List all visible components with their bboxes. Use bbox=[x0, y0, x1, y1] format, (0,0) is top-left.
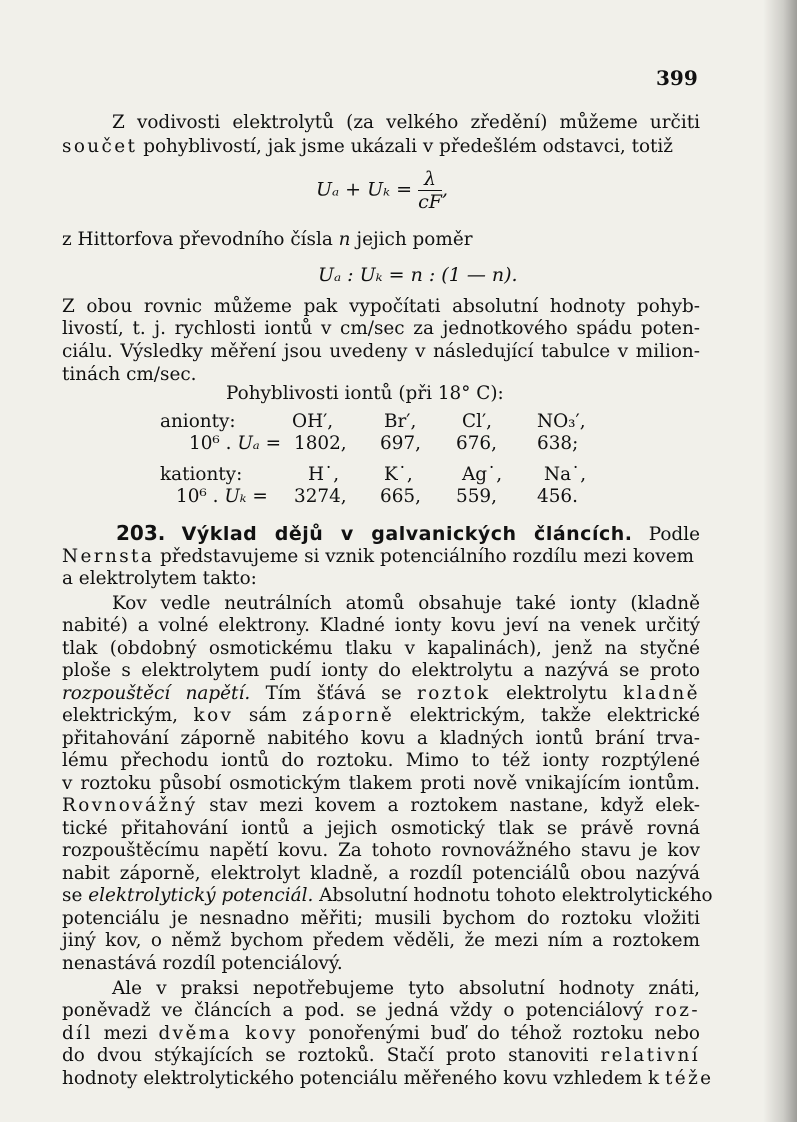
spaced-word: kov bbox=[193, 705, 234, 726]
table-value: 3274, bbox=[294, 486, 347, 507]
text-span: Tím šťává se bbox=[265, 683, 402, 704]
table-mobility-label bbox=[189, 433, 281, 454]
text-line bbox=[62, 229, 473, 251]
text-line: Ale v praksi nepotřebujeme tyto absolutní hodnoty znáti, bbox=[112, 978, 700, 999]
table-value: 559, bbox=[456, 486, 497, 507]
text-line bbox=[62, 1045, 700, 1067]
spaced-word: Nernsta bbox=[62, 546, 155, 567]
formula-punctuation: , bbox=[441, 178, 448, 201]
table-label-cations: kationty: bbox=[160, 464, 243, 485]
text-line: rozpouštěcímu napětí kovu. Za tohoto rovnovážného stavu je kov bbox=[62, 840, 700, 861]
text-line: jiný kov, o němž bychom předem věděli, že mezi ním a roztokem bbox=[62, 930, 700, 951]
table-value: 665, bbox=[380, 486, 421, 507]
section-heading-line bbox=[116, 522, 700, 546]
table-value: 456. bbox=[537, 486, 578, 507]
text-span: se bbox=[62, 885, 83, 906]
spaced-word: záporně bbox=[302, 705, 395, 726]
spaced-word: díl bbox=[62, 1023, 93, 1044]
text-line bbox=[62, 885, 713, 907]
text-span: sám bbox=[248, 705, 287, 726]
text-line: a elektrolytem takto: bbox=[62, 568, 257, 589]
formula-ratio: Uₐ : Uₖ = n : (1 — n). bbox=[318, 264, 518, 286]
text-line: přitahování záporně nabitého kovu a kladných iontů brání trva- bbox=[62, 728, 700, 749]
text-line: nabité) a volné elektrony. Kladné ionty kovu jeví na venek určitý bbox=[62, 615, 700, 636]
text-span: Podle bbox=[648, 524, 700, 545]
table-ion: H˙, bbox=[308, 464, 340, 485]
text-line: potenciálu je nesnadno měřiti; musili bychom do roztoku vložiti bbox=[62, 908, 700, 929]
text-line: v roztoku působí osmotickým tlakem proti nově vnikajícím iontům. bbox=[62, 773, 700, 794]
text-line: Z vodivosti elektrolytů (za velkého zředění) můžeme určiti bbox=[112, 112, 700, 133]
text-line: livostí, t. j. rychlosti iontů v cm/sec za jednotkového spádu poten- bbox=[62, 318, 700, 339]
text-line: tické přitahování iontů a jejich osmotický tlak se právě rovná bbox=[62, 818, 700, 839]
text-span: do dvou stýkajících se roztoků. Stačí proto stanoviti bbox=[62, 1045, 589, 1066]
text-line bbox=[62, 795, 700, 817]
spaced-word: součet bbox=[62, 136, 138, 157]
section-number: 203. bbox=[116, 521, 166, 545]
text-line: Kov vedle neutrálních atomů obsahuje také ionty (kladně bbox=[112, 593, 700, 614]
text-line bbox=[62, 136, 700, 158]
section-title: Výklad dějů v galvanických článcích. bbox=[181, 523, 633, 545]
table-value: 1802, bbox=[294, 433, 347, 454]
text-span: 10⁶ . bbox=[189, 433, 238, 454]
text-span: 10⁶ . bbox=[176, 486, 225, 507]
text-span: = bbox=[259, 433, 281, 454]
formula-sum bbox=[316, 168, 448, 213]
page-number: 399 bbox=[656, 66, 698, 90]
text-line: ploše s elektrolytem pudí ionty do elektrolytu a nazývá se proto bbox=[62, 660, 700, 681]
text-span: jejich poměr bbox=[350, 229, 473, 250]
text-line: Z obou rovnic můžeme pak vypočítati absolutní hodnoty pohyb- bbox=[62, 296, 700, 317]
text-span: představujeme si vznik potenciálního rozdílu mezi kovem bbox=[160, 546, 694, 567]
text-line: lému přechodu iontů do roztoku. Mimo to též ionty rozptýlené bbox=[62, 750, 700, 771]
text-span: mezi bbox=[103, 1023, 148, 1044]
table-ion: Cl′, bbox=[462, 411, 492, 432]
table-ion: Na˙, bbox=[544, 464, 587, 485]
text-span: elektrickým, bbox=[62, 705, 178, 726]
spaced-word: relativní bbox=[600, 1045, 700, 1066]
italic-term: elektrolytický potenciál. bbox=[88, 885, 314, 906]
italic-term: rozpouštěcí napětí. bbox=[62, 683, 251, 704]
table-title: Pohyblivosti iontů (při 18° C): bbox=[226, 383, 504, 404]
page-edge-shadow bbox=[763, 0, 797, 1122]
text-span: elektrickým, takže elektrické bbox=[409, 705, 700, 726]
text-span: stav mezi kovem a roztokem nastane, když elek- bbox=[209, 795, 700, 816]
text-line: ciálu. Výsledky měření jsou uvedeny v následující tabulce v milion- bbox=[62, 341, 700, 362]
fraction-numerator: λ bbox=[418, 168, 442, 191]
table-ion: Br′, bbox=[384, 411, 417, 432]
spaced-word: roztok bbox=[417, 683, 491, 704]
text-line bbox=[62, 705, 700, 727]
table-ion: Ag˙, bbox=[462, 464, 503, 485]
text-span: ponořenými buď do téhož roztoku nebo bbox=[308, 1023, 700, 1044]
text-line: nabit záporně, elektrolyt kladně, a rozdíl potenciálů obou nazývá bbox=[62, 863, 700, 884]
variable: n bbox=[338, 229, 351, 250]
text-line: nenastává rozdíl potenciálový. bbox=[62, 953, 343, 974]
table-value: 676, bbox=[456, 433, 497, 454]
text-span: poněvadž ve článcích a pod. se jedná vždy o potenciálový bbox=[62, 1000, 644, 1021]
formula-lhs: Uₐ + Uₖ = bbox=[316, 178, 413, 201]
table-mobility-label bbox=[176, 486, 268, 507]
text-line bbox=[62, 1023, 700, 1045]
spaced-word: kladně bbox=[623, 683, 700, 704]
table-ion: OH′, bbox=[292, 411, 334, 432]
table-label-anions: anionty: bbox=[160, 411, 236, 432]
text-line: tinách cm/sec. bbox=[62, 364, 197, 385]
fraction bbox=[418, 168, 442, 213]
spaced-word: Rovnovážný bbox=[62, 795, 198, 816]
fraction-denominator: cF bbox=[418, 191, 442, 213]
text-line bbox=[62, 1000, 700, 1022]
spaced-word: roz- bbox=[654, 1000, 700, 1021]
text-span: pohyblivostí, jak jsme ukázali v předešlém odstavci, totiž bbox=[143, 136, 673, 157]
text-line: tlak (obdobný osmotickému tlaku v kapalinách), jenž na styčné bbox=[62, 638, 700, 659]
text-span: z Hittorfova převodního čísla bbox=[62, 229, 339, 250]
table-ion: K˙, bbox=[384, 464, 413, 485]
spaced-word: téže bbox=[665, 1068, 714, 1089]
text-span: = bbox=[246, 486, 268, 507]
table-ion: NO₃′, bbox=[537, 411, 586, 432]
text-line bbox=[62, 683, 700, 705]
text-span: hodnoty elektrolytického potenciálu měřeného kovu vzhledem k bbox=[62, 1068, 660, 1089]
text-span: elektrolytu bbox=[506, 683, 608, 704]
text-span: Absolutní hodnotu tohoto elektrolytického bbox=[319, 885, 713, 906]
text-line bbox=[62, 1068, 714, 1090]
text-line bbox=[62, 546, 700, 568]
spaced-word: dvěma kovy bbox=[158, 1023, 298, 1044]
variable: Uₐ bbox=[237, 433, 260, 454]
variable: Uₖ bbox=[224, 486, 247, 507]
table-value: 638; bbox=[537, 433, 579, 454]
table-value: 697, bbox=[380, 433, 421, 454]
